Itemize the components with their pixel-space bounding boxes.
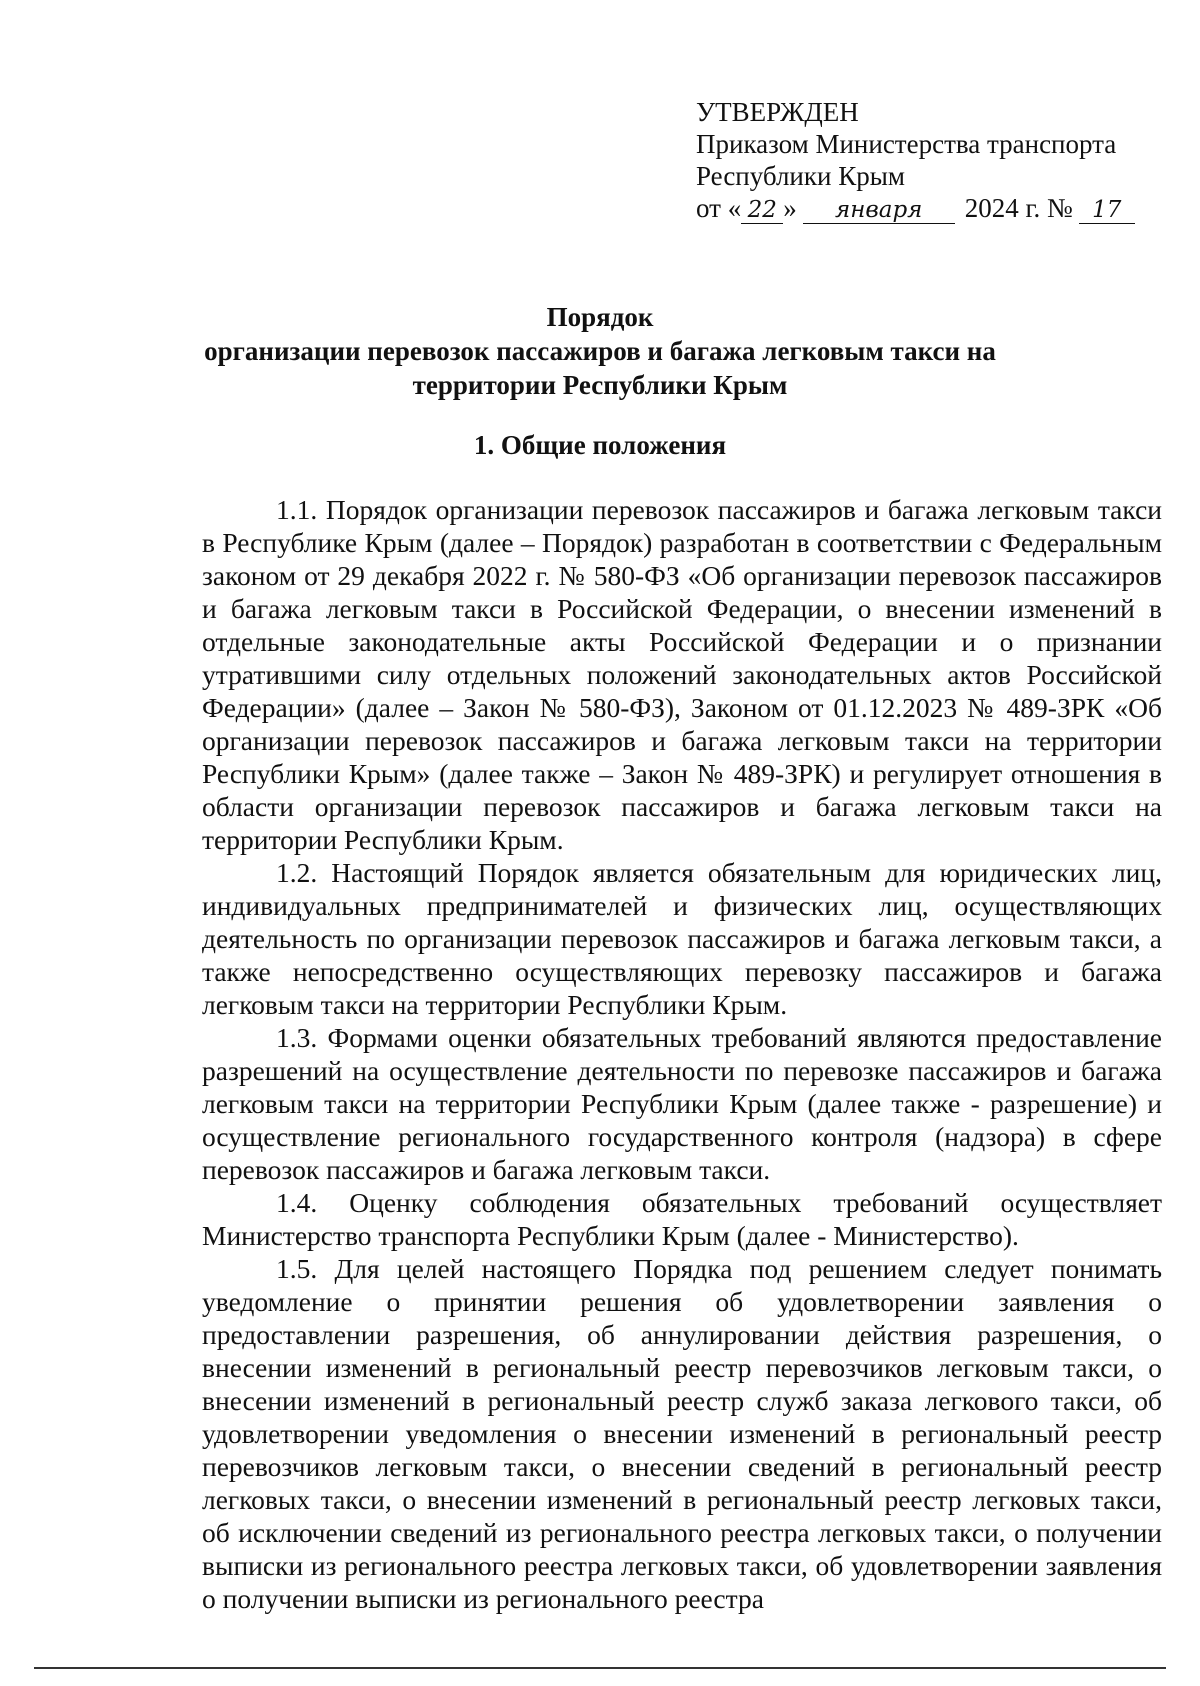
handwritten-order-number: 17 xyxy=(1079,197,1135,224)
paragraph-1-1: 1.1. Порядок организации перевозок пассажиров и багажа легковым такси в Республике Крым (далее – Порядок) разработан в соответствии с Федеральным законом от 29 декабря 2022 г. № 580-ФЗ «Об организации перевозок пассажиров и багажа легковым такси в Российской Федерации, о внесении изменений в отдельные законодательные акты Российской Федерации и о признании утратившими силу отдельных положений законодательных актов Российской Федерации» (далее – Закон № 580-ФЗ), Законом от 01.12.2023 № 489-ЗРК «Об организации перевозок пассажиров и багажа легковым такси на территории Республики Крым» (далее также – Закон № 489-ЗРК) и регулирует отношения в области организации перевозок пассажиров и багажа легковым такси на территории Республики Крым. xyxy=(202,494,1162,855)
handwritten-month: января xyxy=(803,197,955,224)
section-heading: 1. Общие положения xyxy=(473,430,727,460)
date-year-label: 2024 г. № xyxy=(964,193,1073,223)
paragraph-1-2: 1.2. Настоящий Порядок является обязательным для юридических лиц, индивидуальных предпринимателей и физических лиц, осуществляющих деятельность по организации перевозок пассажиров и багажа легковым такси, а также непосредственно осуществляющих перевозку пассажиров и багажа легковым такси на территории Республики Крым. xyxy=(202,857,1162,1020)
paragraph-1-4: 1.4. Оценку соблюдения обязательных требований осуществляет Министерство транспорта Республики Крым (далее - Министерство). xyxy=(202,1187,1162,1251)
title-line-3: территории Республики Крым xyxy=(412,370,788,400)
paragraph-1-5: 1.5. Для целей настоящего Порядка под решением следует понимать уведомление о принятии решения об удовлетворении заявления о предоставлении разрешения, об аннулировании действия разрешения, о внесении изменений в региональный реестр перевозчиков легковым такси, о внесении изменений в региональный реестр служб заказа легкового такси, об удовлетворении уведомления о внесении изменений в региональный реестр перевозчиков легковым такси, о внесении сведений в региональный реестр легковых такси, о внесении изменений в региональный реестр легковых такси, об исключении сведений из регионального реестра легковых такси, о получении выписки из регионального реестра легковых такси, об удовлетворении заявления о получении выписки из регионального реестра xyxy=(202,1253,1162,1614)
approval-stamp xyxy=(696,96,1166,224)
approval-region: Республики Крым xyxy=(696,161,905,191)
document-body xyxy=(202,493,1162,1615)
title-line-2: организации перевозок пассажиров и багажа легковым такси на xyxy=(204,336,996,366)
title-line-1: Порядок xyxy=(546,302,654,332)
document-title xyxy=(150,300,1050,402)
approval-heading: УТВЕРЖДЕН xyxy=(696,97,859,127)
handwritten-day: 22 xyxy=(741,197,783,224)
page-bottom-rule xyxy=(34,1667,1166,1669)
paragraph-1-3: 1.3. Формами оценки обязательных требований являются предоставление разрешений на осуществление деятельности по перевозке пассажиров и багажа легковым такси на территории Республики Крым (далее также - разрешение) и осуществление регионального государственного контроля (надзора) в сфере перевозок пассажиров и багажа легковым такси. xyxy=(202,1022,1162,1185)
date-prefix: от « xyxy=(696,193,742,223)
date-quote-close: » xyxy=(783,193,797,223)
approval-authority: Приказом Министерства транспорта xyxy=(696,129,1117,159)
approval-date-line xyxy=(696,192,1166,224)
